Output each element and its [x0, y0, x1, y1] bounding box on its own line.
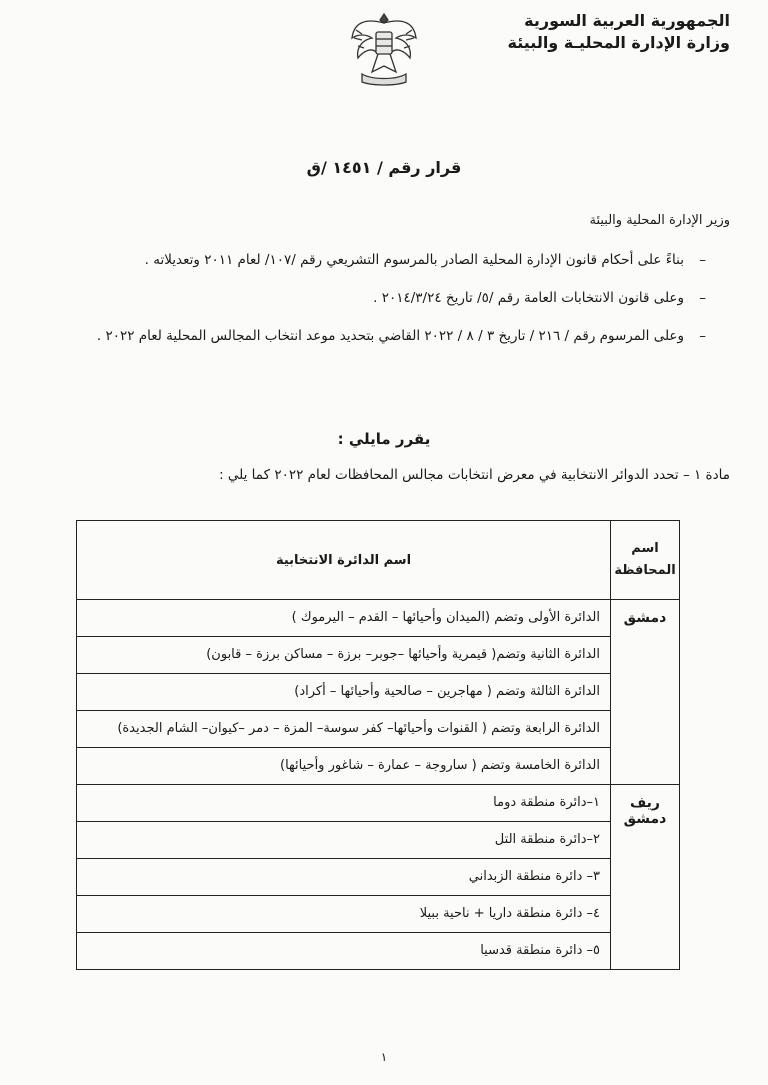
minister-line: وزير الإدارة المحلية والبيئة: [589, 213, 730, 228]
page-number: ١: [380, 1050, 388, 1064]
bullet-dash: –: [699, 290, 706, 306]
letterhead: [508, 10, 730, 54]
governorate-cell: دمشق: [611, 600, 680, 785]
ministry-name: وزارة الإدارة المحليـة والبيئة: [507, 33, 730, 52]
district-cell: الدائرة الأولى وتضم (الميدان وأحيائها – القدم – اليرموك ): [77, 600, 611, 637]
preamble-clauses: [80, 245, 706, 359]
decides-heading: يقرر مايلي :: [337, 430, 431, 448]
district-cell: الدائرة الرابعة وتضم ( القنوات وأحيائها– كفر سوسة– المزة – دمر –كيوان– الشام الجديدة): [77, 711, 611, 748]
district-cell: ٤– دائرة منطقة داريا + ناحية ببيلا: [77, 896, 611, 933]
eagle-emblem-icon: [348, 8, 420, 88]
clause-text: وعلى المرسوم رقم / ٢١٦ / تاريخ ٣ / ٨ / ٢٠٢٢ القاضي بتحديد موعد انتخاب المجالس المحلية لعام ٢٠٢٢ .: [96, 328, 684, 344]
table-row: [77, 600, 680, 637]
table-row: [77, 896, 680, 933]
preamble-clause: [80, 245, 706, 275]
district-cell: ٣– دائرة منطقة الزبداني: [77, 859, 611, 896]
bullet-dash: –: [699, 328, 706, 344]
table-row: [77, 748, 680, 785]
table-row: [77, 859, 680, 896]
header-governorate: اسم المحافظة: [611, 521, 680, 600]
district-cell: ١–دائرة منطقة دوما: [77, 785, 611, 822]
table-row: [77, 674, 680, 711]
district-cell: الدائرة الثانية وتضم( قيمرية وأحيائها –جوبر– برزة – مساكن برزة – قابون): [77, 637, 611, 674]
header-district: اسم الدائرة الانتخابية: [77, 521, 611, 600]
table-row: [77, 785, 680, 822]
districts-table: [76, 520, 680, 970]
district-cell: الدائرة الخامسة وتضم ( ساروجة – عمارة – شاغور وأحيائها): [77, 748, 611, 785]
district-cell: الدائرة الثالثة وتضم ( مهاجرين – صالحية وأحيائها – أكراد): [77, 674, 611, 711]
district-cell: ٥– دائرة منطقة قدسيا: [77, 933, 611, 970]
country-name: الجمهورية العربية السورية: [524, 11, 730, 30]
table-row: [77, 822, 680, 859]
decision-number: قرار رقم / ١٤٥١ /ق: [306, 158, 462, 177]
table-row: [77, 637, 680, 674]
governorate-cell: ريف دمشق: [611, 785, 680, 970]
clause-text: بناءً على أحكام قانون الإدارة المحلية الصادر بالمرسوم التشريعي رقم /١٠٧/ لعام ٢٠١١ وتعديلاته .: [144, 252, 684, 268]
preamble-clause: [80, 283, 706, 313]
district-cell: ٢–دائرة منطقة التل: [77, 822, 611, 859]
clause-text: وعلى قانون الانتخابات العامة رقم /٥/ تاريخ ٢٠١٤/٣/٢٤ .: [373, 290, 684, 306]
bullet-dash: –: [699, 252, 706, 268]
preamble-clause: [80, 321, 706, 351]
article-1: مادة ١ – تحدد الدوائر الانتخابية في معرض انتخابات مجالس المحافظات لعام ٢٠٢٢ كما يلي :: [219, 467, 730, 483]
table-row: [77, 711, 680, 748]
table-row: [77, 933, 680, 970]
table-header-row: [77, 521, 680, 600]
